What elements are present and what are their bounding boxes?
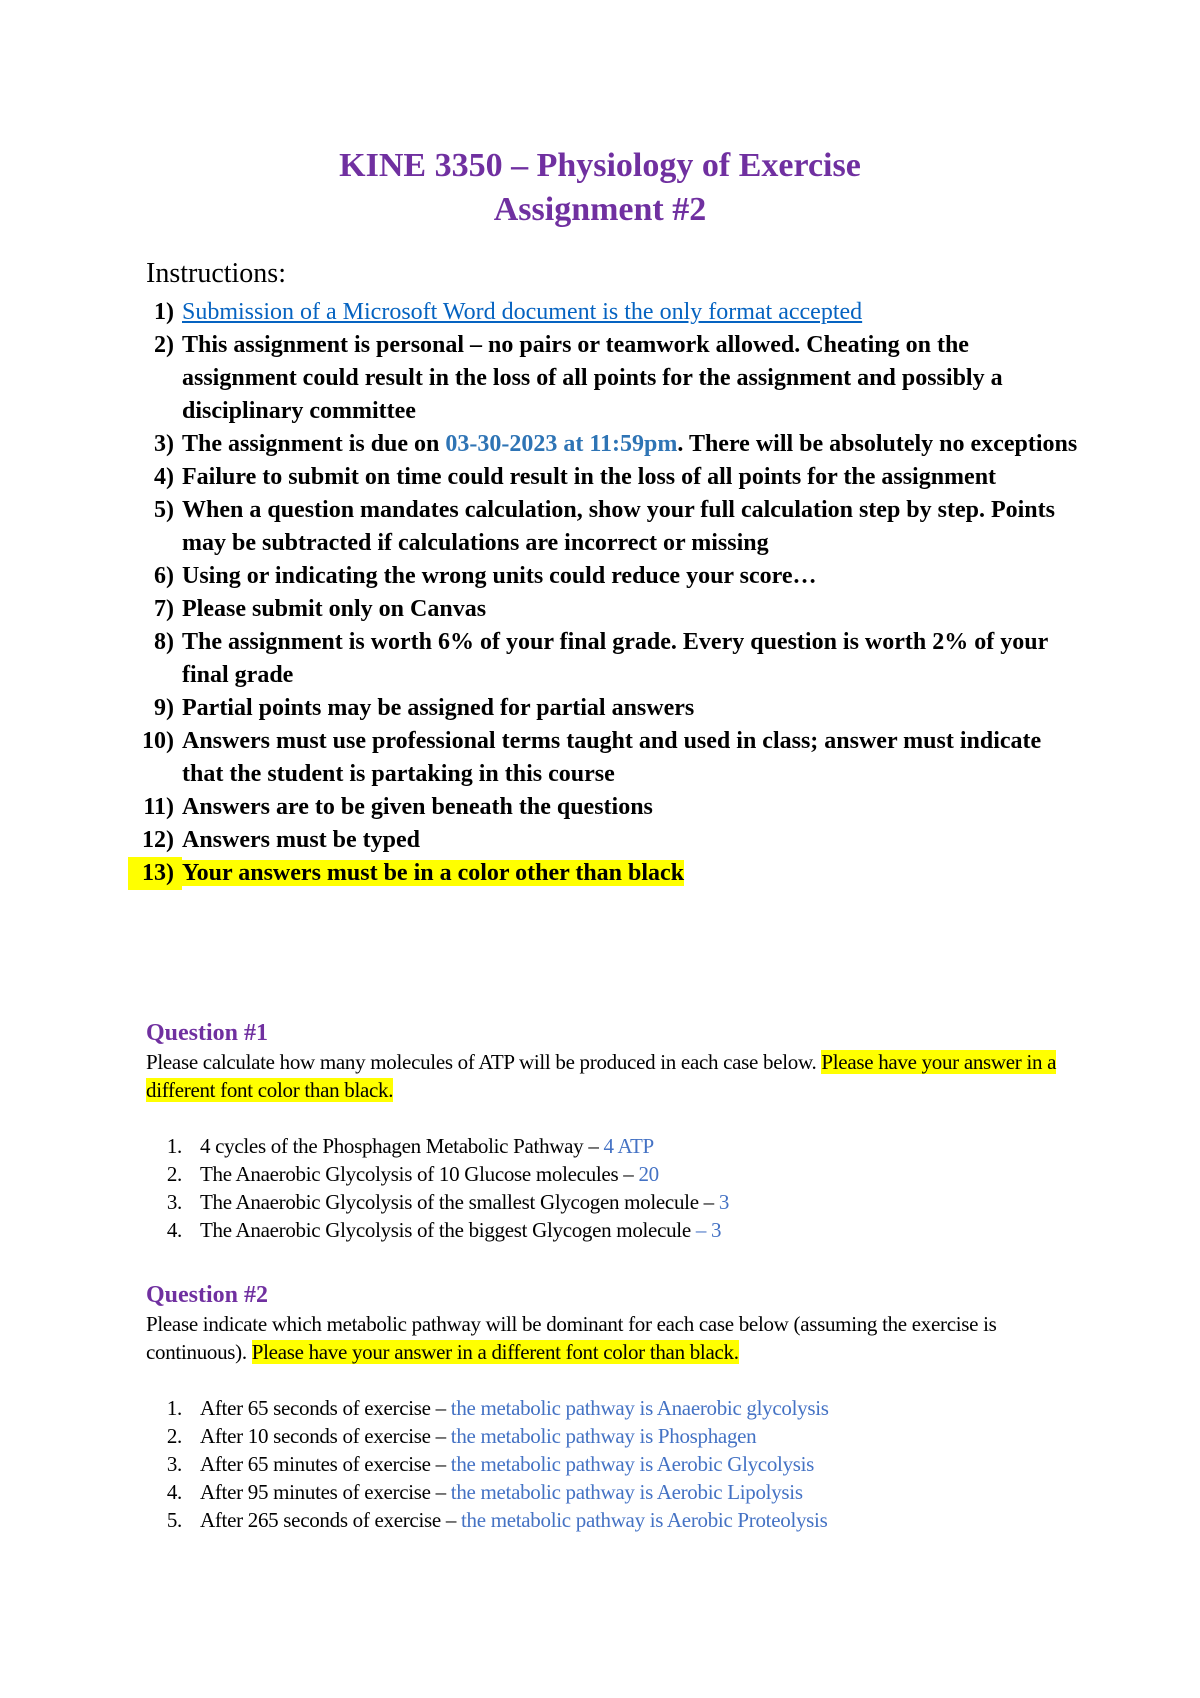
answer-text: the metabolic pathway is Phosphagen	[450, 1424, 757, 1448]
case-text: After 95 minutes of exercise –	[200, 1480, 451, 1504]
list-item	[146, 1132, 729, 1160]
instructions-heading: Instructions:	[146, 258, 286, 289]
highlighted-text: Please have your answer in a different font color than black.	[251, 1340, 739, 1364]
list-item	[128, 428, 1088, 461]
highlighted-text: Please have your answer in a different font color than black.	[146, 1050, 1057, 1102]
list-item	[128, 692, 1088, 725]
item-number: 4.	[166, 1218, 182, 1242]
item-text	[200, 1132, 654, 1160]
answer-text: the metabolic pathway is Aerobic Glycolysis	[450, 1452, 815, 1476]
item-text	[200, 1450, 814, 1478]
item-text	[200, 1394, 829, 1422]
item-number: 7)	[154, 596, 174, 622]
item-number: 12)	[142, 827, 174, 853]
case-text: The Anaerobic Glycolysis of the biggest Glycogen molecule	[200, 1218, 696, 1242]
question-2-list	[146, 1394, 829, 1534]
item-text: Failure to submit on time could result in the loss of all points for the assignment	[182, 464, 997, 490]
item-number: 9)	[154, 695, 174, 721]
question-1-list	[146, 1132, 729, 1244]
item-number: 4.	[166, 1480, 182, 1504]
item-number: 13)	[128, 857, 182, 890]
case-text: 4 cycles of the Phosphagen Metabolic Pathway –	[200, 1134, 604, 1158]
item-number: 1)	[154, 299, 174, 325]
item-text	[182, 857, 1088, 890]
list-item	[128, 329, 1088, 428]
due-date: 03-30-2023 at 11:59pm	[445, 431, 678, 457]
list-item	[128, 494, 1088, 560]
answer-text: the metabolic pathway is Anaerobic glycolysis	[450, 1396, 829, 1420]
case-text: The Anaerobic Glycolysis of the smallest Glycogen molecule –	[200, 1190, 719, 1214]
list-item	[146, 1216, 729, 1244]
item-number: 1.	[166, 1396, 182, 1420]
item-number: 5)	[154, 497, 174, 523]
item-text	[182, 428, 1088, 461]
answer-text: the metabolic pathway is Aerobic Lipolysis	[450, 1480, 803, 1504]
question-1-prompt	[146, 1048, 1076, 1104]
list-item	[128, 461, 1088, 494]
answer-text: 4 ATP	[603, 1134, 654, 1158]
item-text	[200, 1188, 729, 1216]
item-text: Answers must use professional terms taught and used in class; answer must indicate that the student is partaking in this course	[182, 728, 1042, 787]
list-item	[128, 296, 1088, 329]
instructions-list	[128, 296, 1088, 890]
case-text: After 65 minutes of exercise –	[200, 1452, 451, 1476]
item-number: 11)	[143, 794, 174, 820]
list-item	[146, 1160, 729, 1188]
answer-text: the metabolic pathway is Aerobic Proteolysis	[460, 1508, 828, 1532]
item-number: 3.	[166, 1190, 182, 1214]
item-text	[200, 1216, 721, 1244]
case-text: After 265 seconds of exercise –	[200, 1508, 461, 1532]
item-number: 8)	[154, 629, 174, 655]
list-item	[128, 725, 1088, 791]
list-item	[146, 1506, 829, 1534]
item-number: 6)	[154, 563, 174, 589]
list-item	[128, 626, 1088, 692]
item-text	[200, 1422, 756, 1450]
item-number: 2.	[166, 1162, 182, 1186]
course-title: KINE 3350 – Physiology of Exercise	[339, 147, 861, 184]
item-text: Answers are to be given beneath the questions	[182, 794, 653, 820]
item-text: This assignment is personal – no pairs or teamwork allowed. Cheating on the assignment could result in the loss of all points for the assignment and possibly a disciplinary committee	[182, 332, 1003, 424]
item-number: 3)	[154, 431, 174, 457]
highlighted-text: Your answers must be in a color other than black	[182, 860, 685, 886]
item-text: Partial points may be assigned for partial answers	[182, 695, 695, 721]
due-text-before: The assignment is due on	[182, 431, 446, 457]
question-1-title: Question #1	[146, 1020, 269, 1046]
item-number: 10)	[142, 728, 174, 754]
list-item	[146, 1188, 729, 1216]
list-item	[146, 1478, 829, 1506]
item-number: 2)	[154, 332, 174, 358]
case-text: After 65 seconds of exercise –	[200, 1396, 451, 1420]
answer-text: 20	[638, 1162, 659, 1186]
list-item	[146, 1450, 829, 1478]
item-text: Please submit only on Canvas	[182, 596, 487, 622]
item-number: 3.	[166, 1452, 182, 1476]
case-text: The Anaerobic Glycolysis of 10 Glucose molecules –	[200, 1162, 639, 1186]
item-text	[200, 1478, 803, 1506]
list-item	[128, 824, 1088, 857]
item-number: 5.	[166, 1508, 182, 1532]
assignment-title: Assignment #2	[493, 191, 707, 228]
list-item	[128, 593, 1088, 626]
item-text: Using or indicating the wrong units could reduce your score…	[182, 563, 817, 589]
due-text-after: . There will be absolutely no exceptions	[677, 431, 1078, 457]
item-text	[200, 1160, 659, 1188]
answer-text: – 3	[695, 1218, 722, 1242]
item-number: 4)	[154, 464, 174, 490]
item-text: When a question mandates calculation, show your full calculation step by step. Points may be subtracted if calculations are incorrect or missing	[182, 497, 1055, 556]
answer-text: 3	[718, 1190, 730, 1214]
question-2-prompt	[146, 1310, 1076, 1366]
list-item	[128, 791, 1088, 824]
item-number: 1.	[166, 1134, 182, 1158]
case-text: After 10 seconds of exercise –	[200, 1424, 451, 1448]
question-2-title: Question #2	[146, 1282, 269, 1308]
item-text: The assignment is worth 6% of your final grade. Every question is worth 2% of your final grade	[182, 629, 1048, 688]
format-requirement-link[interactable]: Submission of a Microsoft Word document is the only format accepted	[182, 299, 863, 325]
list-item	[128, 560, 1088, 593]
list-item	[146, 1422, 829, 1450]
prompt-text: Please indicate which metabolic pathway will be dominant for each case below (assuming the exercise is continuous).	[146, 1312, 997, 1364]
item-text	[200, 1506, 827, 1534]
item-text: Answers must be typed	[182, 827, 421, 853]
list-item-highlighted	[128, 857, 1088, 890]
item-number: 2.	[166, 1424, 182, 1448]
list-item	[146, 1394, 829, 1422]
prompt-text: Please calculate how many molecules of ATP will be produced in each case below.	[146, 1050, 822, 1074]
